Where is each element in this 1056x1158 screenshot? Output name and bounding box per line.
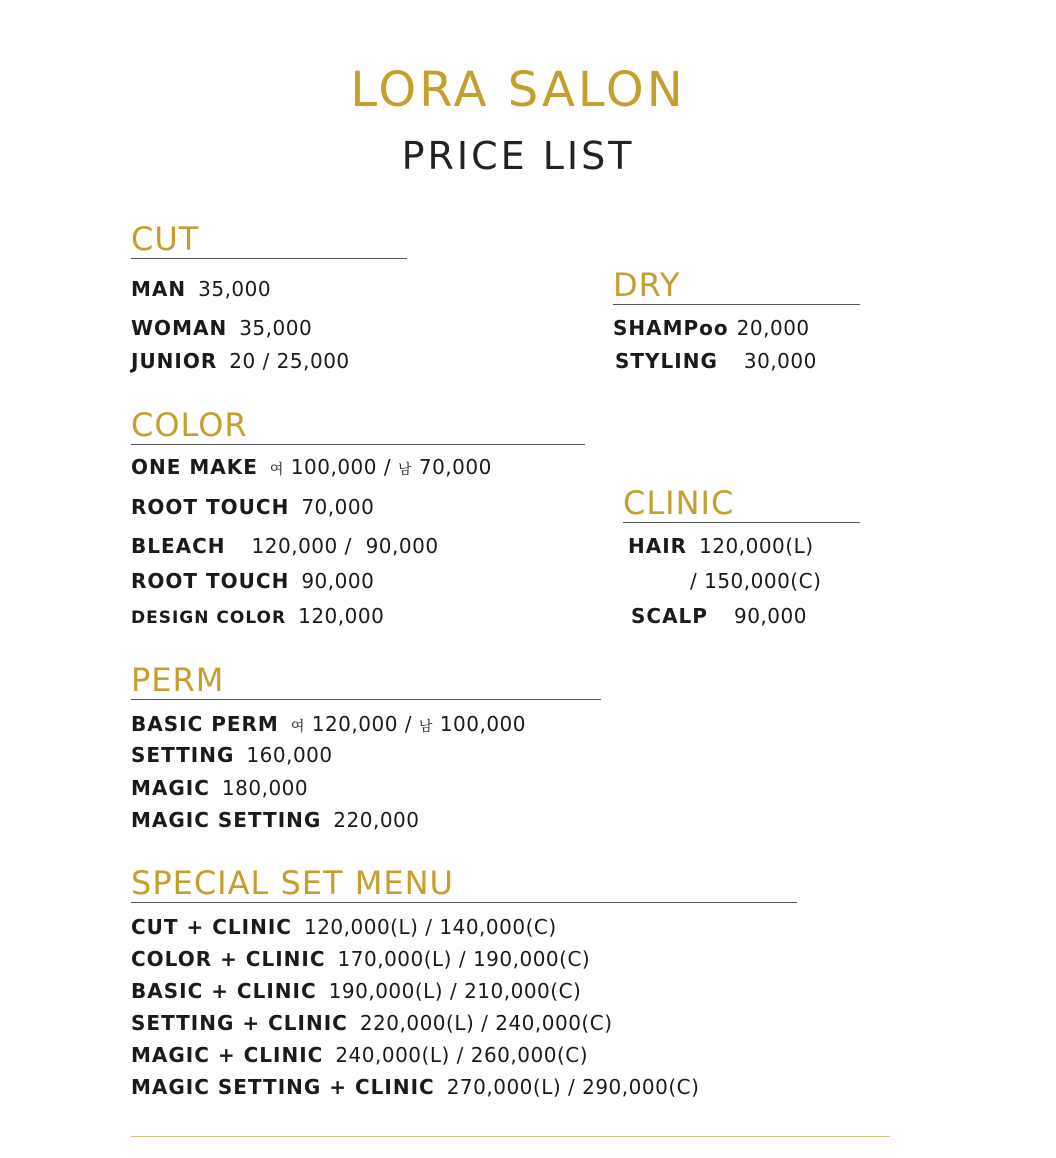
clinic-item-scalp — [631, 604, 807, 628]
clinic-item-hair-cont — [690, 569, 821, 593]
cut-item-price: 35,000 — [239, 316, 313, 340]
dry-item-price: 20,000 — [736, 316, 810, 340]
female-label: 여 — [269, 462, 284, 478]
special-item-label: SETTING + CLINIC — [131, 1011, 348, 1035]
special-item — [131, 979, 581, 1003]
special-item-label: MAGIC SETTING + CLINIC — [131, 1075, 435, 1099]
color-item-root-touch-2 — [131, 569, 374, 593]
cut-item-label: MAN — [131, 277, 187, 301]
clinic-item-price: 90,000 — [733, 604, 807, 628]
special-item-label: CUT + CLINIC — [131, 915, 292, 939]
perm-item-label: BASIC PERM — [131, 712, 279, 736]
bottom-divider — [131, 1136, 890, 1137]
special-item-price: 190,000(L) / 210,000(C) — [328, 979, 582, 1003]
special-item-price: 240,000(L) / 260,000(C) — [335, 1043, 589, 1067]
price-female: 100,000 / — [290, 455, 392, 479]
cut-item-label: WOMAN — [131, 316, 228, 340]
clinic-item-price: 120,000(L) — [699, 534, 814, 558]
special-item-price: 120,000(L) / 140,000(C) — [303, 915, 557, 939]
dry-item-label: STYLING — [615, 349, 718, 373]
perm-item-label: MAGIC SETTING — [131, 808, 322, 832]
color-item-bleach — [131, 534, 439, 558]
perm-item-magic-setting — [131, 808, 420, 832]
color-item-one-make — [131, 455, 492, 482]
color-item-label: ONE MAKE — [131, 455, 258, 479]
color-item-label: DESIGN COLOR — [131, 608, 287, 628]
special-item — [131, 1011, 613, 1035]
color-item-label: ROOT TOUCH — [131, 495, 290, 519]
dry-item-styling — [615, 349, 817, 373]
perm-item-label: MAGIC — [131, 776, 210, 800]
special-item-label: MAGIC + CLINIC — [131, 1043, 324, 1067]
dry-section-title: DRY — [613, 268, 860, 305]
cut-item-junior — [131, 349, 350, 373]
price-list-title: PRICE LIST — [401, 134, 635, 178]
dry-item-label: SHAMPoo — [613, 316, 729, 340]
color-item-design-color — [131, 604, 384, 630]
color-item-price: 70,000 — [301, 495, 375, 519]
price-male: 100,000 — [439, 712, 527, 736]
special-item — [131, 1075, 699, 1099]
salon-name: LORA SALON — [350, 62, 686, 118]
special-item-label: COLOR + CLINIC — [131, 947, 326, 971]
clinic-item-label: HAIR — [628, 534, 688, 558]
special-item — [131, 915, 557, 939]
perm-section-title: PERM — [131, 663, 601, 700]
perm-item-label: SETTING — [131, 743, 235, 767]
perm-item-price: 220,000 — [333, 808, 420, 832]
perm-item-magic — [131, 776, 308, 800]
cut-item-price: 35,000 — [198, 277, 272, 301]
perm-item-basic-perm — [131, 712, 526, 739]
color-item-price: 120,000 — [298, 604, 385, 628]
color-item-price: 90,000 — [301, 569, 375, 593]
perm-item-price — [291, 712, 526, 736]
clinic-item-label: SCALP — [631, 604, 708, 628]
color-item-price: 120,000 / 90,000 — [251, 534, 439, 558]
special-item-price: 220,000(L) / 240,000(C) — [359, 1011, 613, 1035]
cut-section-title: CUT — [131, 222, 407, 259]
clinic-section-title: CLINIC — [623, 486, 860, 523]
color-item-label: ROOT TOUCH — [131, 569, 290, 593]
clinic-item-hair — [628, 534, 814, 558]
perm-item-setting — [131, 743, 333, 767]
color-item-label: BLEACH — [131, 534, 226, 558]
clinic-item-price: / 150,000(C) — [690, 569, 822, 593]
cut-item-price: 20 / 25,000 — [229, 349, 350, 373]
male-label: 남 — [418, 719, 433, 735]
color-section-title: COLOR — [131, 408, 585, 445]
special-item-label: BASIC + CLINIC — [131, 979, 317, 1003]
special-item — [131, 947, 590, 971]
cut-item-label: JUNIOR — [131, 349, 218, 373]
female-label: 여 — [290, 719, 305, 735]
dry-item-shampoo — [613, 316, 810, 340]
male-label: 남 — [397, 462, 412, 478]
perm-item-price: 180,000 — [221, 776, 309, 800]
special-section-title: SPECIAL SET MENU — [131, 866, 797, 903]
price-male: 70,000 — [418, 455, 492, 479]
price-female: 120,000 / — [311, 712, 413, 736]
cut-item-man — [131, 277, 271, 301]
cut-item-woman — [131, 316, 312, 340]
special-item-price: 170,000(L) / 190,000(C) — [337, 947, 591, 971]
color-item-price — [270, 455, 492, 479]
dry-item-price: 30,000 — [743, 349, 817, 373]
special-item-price: 270,000(L) / 290,000(C) — [446, 1075, 700, 1099]
special-item — [131, 1043, 588, 1067]
color-item-root-touch — [131, 495, 374, 519]
perm-item-price: 160,000 — [246, 743, 333, 767]
